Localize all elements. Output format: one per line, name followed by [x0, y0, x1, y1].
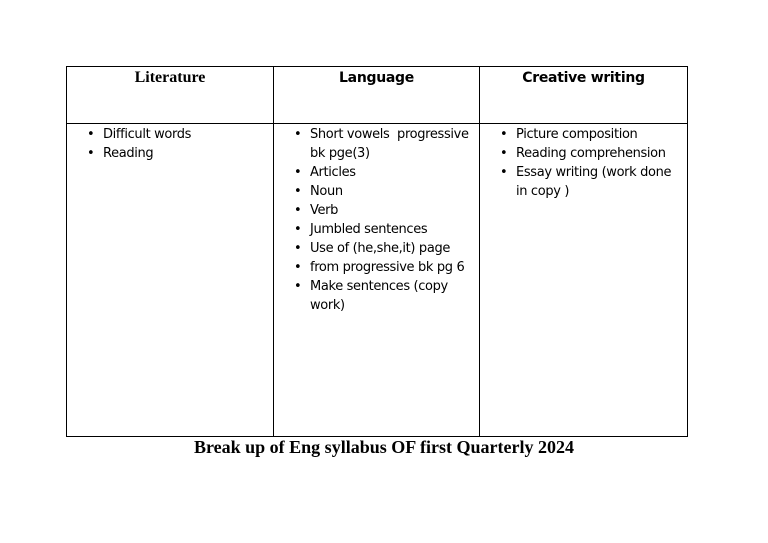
list-item-text: Reading: [103, 146, 154, 161]
list-item-text: Use of (he,she,it) page: [310, 241, 450, 256]
list-item: [480, 163, 687, 201]
header-creative-writing: Creative writing: [480, 67, 688, 124]
table-content-row: [67, 124, 688, 437]
header-language: Language: [274, 67, 480, 124]
bullet-icon: •: [294, 203, 302, 218]
bullet-icon: •: [500, 165, 508, 180]
list-item-text: Essay writing (work done in copy ): [516, 165, 672, 199]
list-item: [274, 258, 479, 277]
list-item-text: Verb: [310, 203, 339, 218]
table-header-row: [67, 67, 688, 124]
list-item-text: Picture composition: [516, 127, 638, 142]
list-item: [274, 239, 479, 258]
bullet-icon: •: [294, 241, 302, 256]
bullet-icon: •: [500, 146, 508, 161]
bullet-icon: •: [500, 127, 508, 142]
list-item: [480, 144, 687, 163]
list-item-text: from progressive bk pg 6: [310, 260, 465, 275]
literature-list: [67, 125, 273, 163]
creative-writing-list: [480, 125, 687, 201]
bullet-icon: •: [294, 222, 302, 237]
bullet-icon: •: [294, 127, 302, 142]
list-item: [480, 125, 687, 144]
bullet-icon: •: [294, 279, 302, 294]
list-item: [274, 163, 479, 182]
document-title: Break up of Eng syllabus OF first Quarterly 2024: [193, 437, 575, 457]
list-item: [274, 277, 479, 315]
list-item-text: Difficult words: [103, 127, 192, 142]
list-item-text: Noun: [310, 184, 343, 199]
bullet-icon: •: [87, 146, 95, 161]
list-item-text: Make sentences (copy work): [310, 279, 448, 313]
bullet-icon: •: [87, 127, 95, 142]
language-cell: [274, 124, 480, 437]
bullet-icon: •: [294, 260, 302, 275]
list-item-text: Reading comprehension: [516, 146, 666, 161]
header-literature: Literature: [67, 67, 274, 124]
list-item: [274, 182, 479, 201]
bullet-icon: •: [294, 165, 302, 180]
list-item: [274, 125, 479, 163]
list-item: [274, 201, 479, 220]
list-item-text: Short vowels progressive bk pge(3): [310, 127, 473, 161]
literature-cell: [67, 124, 274, 437]
list-item-text: Articles: [310, 165, 356, 180]
syllabus-table: [66, 66, 688, 437]
list-item: [274, 220, 479, 239]
list-item: [67, 144, 273, 163]
bullet-icon: •: [294, 184, 302, 199]
language-list: [274, 125, 479, 315]
list-item: [67, 125, 273, 144]
list-item-text: Jumbled sentences: [310, 222, 428, 237]
creative-writing-cell: [480, 124, 688, 437]
